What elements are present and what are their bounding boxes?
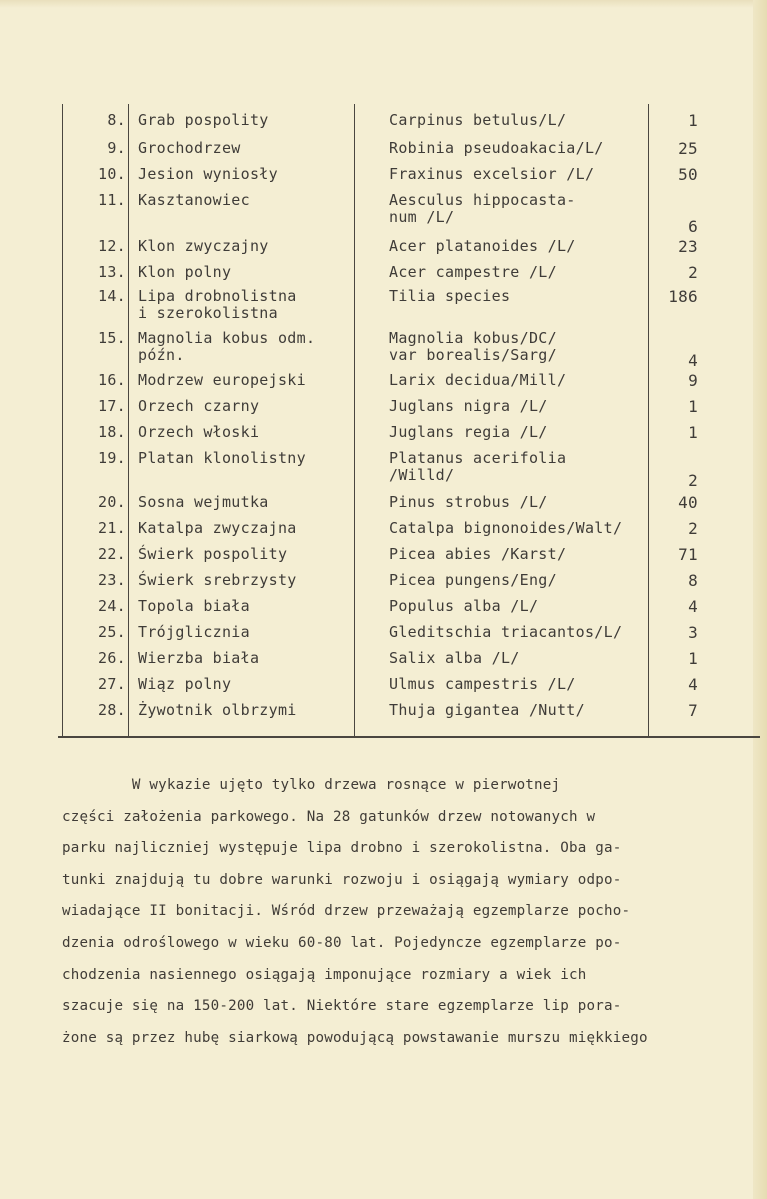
row-number: 18.: [98, 423, 126, 441]
column-rule-number: [128, 104, 129, 738]
paragraph-line: tunki znajdują tu dobre warunki rozwoju i osiągają wymiary odpo-: [62, 871, 622, 888]
latin-name: Picea pungens/Eng/: [389, 571, 557, 589]
polish-name: Magnolia kobus odm. późn.: [138, 329, 316, 364]
row-number: 12.: [98, 237, 126, 255]
polish-name: Klon polny: [138, 263, 232, 281]
row-number: 13.: [98, 263, 126, 281]
row-number: 8.: [107, 111, 126, 129]
latin-name: Populus alba /L/: [389, 597, 539, 615]
tree-count: 2: [688, 519, 698, 538]
latin-name: Fraxinus excelsior /L/: [389, 165, 595, 183]
paragraph-line: chodzenia nasiennego osiągają imponujące rozmiary a wiek ich: [62, 966, 587, 983]
row-number: 11.: [98, 191, 126, 209]
latin-name: Tilia species: [389, 287, 511, 305]
polish-name: Modrzew europejski: [138, 371, 306, 389]
tree-count: 4: [688, 597, 698, 616]
paragraph-line: części założenia parkowego. Na 28 gatunków drzew notowanych w: [62, 808, 596, 825]
latin-name: Catalpa bignonoides/Walt/: [389, 519, 623, 537]
paragraph-line: dzenia odroślowego w wieku 60-80 lat. Pojedyncze egzemplarze po-: [62, 934, 622, 951]
row-number: 21.: [98, 519, 126, 537]
species-table: [58, 104, 758, 740]
latin-name: Magnolia kobus/DC/ var borealis/Sarg/: [389, 329, 557, 364]
row-number: 16.: [98, 371, 126, 389]
tree-count: 3: [688, 623, 698, 642]
tree-count: 6: [688, 217, 698, 236]
polish-name: Wierzba biała: [138, 649, 260, 667]
polish-name: Wiąz polny: [138, 675, 232, 693]
tree-count: 4: [688, 675, 698, 694]
row-number: 10.: [98, 165, 126, 183]
table-bottom-rule: [58, 736, 760, 738]
row-number: 17.: [98, 397, 126, 415]
polish-name: Sosna wejmutka: [138, 493, 269, 511]
paragraph-line: szacuje się na 150-200 lat. Niektóre stare egzemplarze lip pora-: [62, 998, 622, 1015]
row-number: 24.: [98, 597, 126, 615]
latin-name: Acer platanoides /L/: [389, 237, 576, 255]
page-top-edge: [0, 0, 767, 8]
polish-name: Żywotnik olbrzymi: [138, 701, 297, 719]
latin-name: Juglans nigra /L/: [389, 397, 548, 415]
latin-name: Thuja gigantea /Nutt/: [389, 701, 585, 719]
latin-name: Carpinus betulus/L/: [389, 111, 567, 129]
row-number: 26.: [98, 649, 126, 667]
tree-count: 1: [688, 111, 698, 130]
polish-name: Świerk pospolity: [138, 545, 288, 563]
polish-name: Orzech czarny: [138, 397, 260, 415]
polish-name: Katalpa zwyczajna: [138, 519, 297, 537]
tree-count: 2: [688, 263, 698, 282]
latin-name: Platanus acerifolia /Willd/: [389, 449, 567, 484]
latin-name: Aesculus hippocasta- num /L/: [389, 191, 576, 226]
paragraph-line: żone są przez hubę siarkową powodującą powstawanie murszu miękkiego: [62, 1029, 648, 1046]
polish-name: Kasztanowiec: [138, 191, 250, 209]
tree-count: 186: [668, 287, 698, 306]
polish-name: Platan klonolistny: [138, 449, 306, 467]
tree-count: 1: [688, 397, 698, 416]
latin-name: Picea abies /Karst/: [389, 545, 567, 563]
row-number: 9.: [107, 139, 126, 157]
tree-count: 23: [678, 237, 698, 256]
paragraph-line: W wykazie ujęto tylko drzewa rosnące w pierwotnej: [62, 777, 561, 793]
row-number: 23.: [98, 571, 126, 589]
polish-name: Trójglicznia: [138, 623, 250, 641]
row-number: 15.: [98, 329, 126, 347]
row-number: 20.: [98, 493, 126, 511]
row-number: 25.: [98, 623, 126, 641]
polish-name: Jesion wyniosły: [138, 165, 278, 183]
latin-name: Robinia pseudoakacia/L/: [389, 139, 604, 157]
row-number: 14.: [98, 287, 126, 305]
row-number: 22.: [98, 545, 126, 563]
tree-count: 9: [688, 371, 698, 390]
tree-count: 71: [678, 545, 698, 564]
row-number: 19.: [98, 449, 126, 467]
description-paragraph: [62, 770, 764, 1054]
latin-name: Acer campestre /L/: [389, 263, 557, 281]
tree-count: 40: [678, 493, 698, 512]
polish-name: Grochodrzew: [138, 139, 241, 157]
latin-name: Salix alba /L/: [389, 649, 520, 667]
tree-count: 7: [688, 701, 698, 720]
polish-name: Świerk srebrzysty: [138, 571, 297, 589]
latin-name: Larix decidua/Mill/: [389, 371, 567, 389]
polish-name: Topola biała: [138, 597, 250, 615]
latin-name: Juglans regia /L/: [389, 423, 548, 441]
polish-name: Klon zwyczajny: [138, 237, 269, 255]
row-number: 27.: [98, 675, 126, 693]
row-number: 28.: [98, 701, 126, 719]
polish-name: Lipa drobnolistna i szerokolistna: [138, 287, 297, 322]
latin-name: Gleditschia triacantos/L/: [389, 623, 623, 641]
latin-name: Ulmus campestris /L/: [389, 675, 576, 693]
tree-count: 2: [688, 471, 698, 490]
tree-count: 8: [688, 571, 698, 590]
polish-name: Orzech włoski: [138, 423, 260, 441]
tree-count: 1: [688, 649, 698, 668]
tree-count: 4: [688, 351, 698, 370]
polish-name: Grab pospolity: [138, 111, 269, 129]
tree-count: 50: [678, 165, 698, 184]
column-rule-left: [62, 104, 63, 738]
tree-count: 1: [688, 423, 698, 442]
paragraph-line: parku najliczniej występuje lipa drobno i szerokolistna. Oba ga-: [62, 840, 622, 857]
latin-name: Pinus strobus /L/: [389, 493, 548, 511]
paragraph-line: wiadające II bonitacji. Wśród drzew przeważają egzemplarze pocho-: [62, 903, 631, 920]
tree-count: 25: [678, 139, 698, 158]
